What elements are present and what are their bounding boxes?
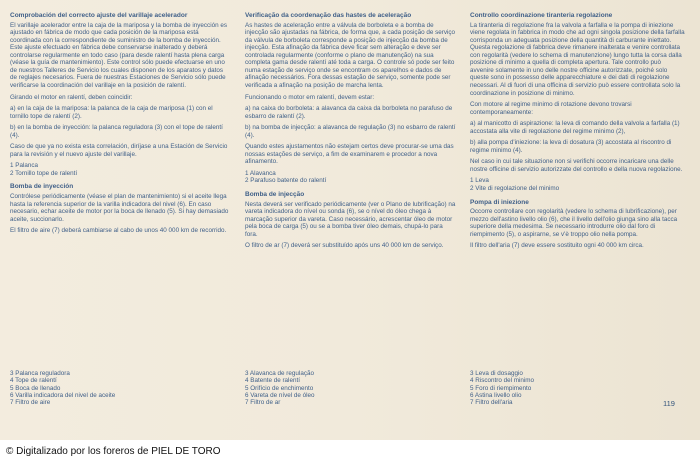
- paragraph: Girando el motor en ralentí, deben coincidir:: [10, 93, 133, 101]
- legend-item: 6 Vareta de nível de óleo: [245, 391, 315, 399]
- column-italian: [470, 12, 685, 254]
- legend-item: 4 Riscontro del minimo: [470, 377, 535, 385]
- paragraph: El filtro de aire (7) deberá cambiarse al cabo de unos 40 000 km de recorrido.: [10, 227, 227, 235]
- legend-item: 1 Alavanca: [245, 169, 276, 177]
- legend-item: 2 Parafuso batente do ralentí: [245, 177, 327, 185]
- section-heading: Pompa di iniezione: [470, 198, 529, 206]
- section-heading: Comprobación del correcto ajuste del varillaje acelerador: [10, 12, 188, 19]
- page-number: 119: [663, 399, 675, 408]
- section-heading: Bomba de inyección: [10, 183, 74, 191]
- legend-item: 7 Filtro dell'aria: [470, 399, 513, 407]
- footer-credit: © Digitalizado por los foreros de PIEL DE TORO: [0, 440, 700, 463]
- legend-item: 3 Palanca reguladora: [10, 370, 70, 377]
- legend-list-italian: [470, 370, 534, 406]
- legend-item: 2 Tornillo tope de ralentí: [10, 169, 78, 177]
- legend-item: 4 Tope de ralentí: [10, 377, 57, 385]
- paragraph: b) alla pompa d'iniezione: la leva di dosatura (3) accostata al riscontro di regime minimo (4).: [470, 139, 672, 154]
- paragraph: a) en la caja de la mariposa: la palanca de la caja de mariposa (1) con el tornillo tope de ralentí (2).: [10, 105, 213, 120]
- paragraph: El varillaje acelerador entre la caja de la mariposa y la bomba de inyección es ajustado en fábrica de modo que cada posición de la mariposa está coordinada con la correspondiente de suministro de la bomba de inyección. Este ajuste efectuado en fábrica debe conservarse inalterado y deberá controlarse regularmente en todo caso (para desde ralentí hasta plena carga (véase la guía de mantenimiento). Este control sólo puede efectuarse en uno de nuestros Talleres de Servicio los cuales disponen de los aparatos y datos de reglajes necesarios. Fuera de nuestras Estaciones de Servicio sólo puede verificarse la coordinación del varillaje en la posición de ralentí.: [10, 21, 228, 89]
- paragraph: O filtro de ar (7) deverá ser substituído após uns 40 000 km de serviço.: [245, 242, 444, 250]
- legend-item: 3 Leva di dosaggio: [470, 370, 523, 377]
- paragraph: a) na caixa do borboleta: a alavanca da caixa da borboleta no parafuso de esbarro de ralentí (2).: [245, 105, 453, 120]
- paragraph: Nesta deverá ser verificado periódicamente (ver o Plano de lubrificação) na vareta indicadora do nível ou sonda (6), se o nível do óleo chega à marcação superior da vareta. Caso necessário, acrescentar óleo de motor pela boca de carga (5) ou se a bomba tiver óleo demais, chupá-lo para fora.: [245, 200, 456, 238]
- legend-item: 6 Astina livello olio: [470, 391, 522, 399]
- legend-list-spanish: [10, 370, 115, 406]
- legend-item: 2 Vite di regolazione del minimo: [470, 184, 560, 192]
- legend-item: 6 Varilla indicadora del nivel de aceite: [10, 391, 116, 399]
- section-heading: Verificação da coordenação das hastes de aceleração: [245, 12, 412, 19]
- paragraph: b) na bomba de injecção: a alavanca de regulação (3) no esbarro de ralentí (4).: [245, 124, 456, 139]
- legend-item: 1 Leva: [470, 177, 489, 185]
- paragraph: Nel caso in cui tale situazione non si verifichi occorre incaricare una delle nostre officine di servizio autorizzate del controllo e della nuova regolazione.: [470, 158, 683, 173]
- paragraph: La tiranteria di regolazione fra la valvola a farfalla e la pompa di iniezione viene regolata in fabbrica in modo che ad ogni singola posizione della farfalla corrisponda un adeguata posizione della quantità di carburante iniettato. Questa regolazione di fabbrica deve rimanere inalterata e venire controllata con regolarità (vedere lo schema di manutenzione) lungo tutta la corsa dalla posizione di minimo a quella di completa apertura. Tale controllo può avvenire solamente in uno delle nostre officine autorizzate, poiché solo queste sono in possesso delle apparecchiature e dei dati di regolazione necessari. Al di fuori di una officina di servizio può essere controllata solo la coordinazione in posizione di minimo.: [470, 21, 685, 97]
- legend-item: 7 Filtro de aire: [10, 399, 51, 407]
- paragraph: Contrólese periódicamente (véase el plan de mantenimiento) si el aceite llega hasta la referencia superior de la varilla indicadora del nivel (6). En caso necesario, echar aceite de motor por la boca de llenado (5). Si hay demasiado aceite, succionarlo.: [10, 193, 229, 223]
- paragraph: Caso de que ya no exista esta correlación, diríjase a una Estación de Servicio para la revisión y el nuevo ajuste del varillaje.: [10, 143, 228, 158]
- paragraph: Quando estes ajustamentos não estejam certos deve procurar-se uma das nossas estações de serviço, a fim de examinarem e procedor a nova afinamento.: [245, 143, 454, 166]
- legend-item: 1 Palanca: [10, 162, 39, 170]
- legend-list-portuguese: [245, 370, 315, 406]
- legend-item: 3 Alavanca de regulação: [245, 370, 314, 377]
- section-heading: Bomba de injecção: [245, 190, 305, 198]
- column-portuguese: [245, 12, 457, 254]
- legend-item: 5 Foro di riempimento: [470, 384, 532, 392]
- legend-item: 7 Filtro de ar: [245, 399, 281, 407]
- paragraph: Con motore al regime minimo di rotazione devono trovarsi contemporaneamente:: [470, 101, 632, 116]
- paragraph: Il filtro dell'aria (7) deve essere sostituito ogni 40 000 km circa.: [470, 242, 644, 250]
- paragraph: a) al manicotto di aspirazione: la leva di comando della valvola a farfalla (1) accostata alla vite di regolazione del regime minimo (2),: [470, 120, 680, 135]
- paragraph: b) en la bomba de inyección: la palanca reguladora (3) con el tope de ralentí (4).: [10, 124, 223, 139]
- legend-item: 4 Batente de ralentí: [245, 377, 300, 385]
- column-spanish: [10, 12, 230, 239]
- paragraph: Occorre controllare con regolarità (vedere lo schema di lubrificazione), per mezzo dell'astino livello olio (6), che il livello dell'olio giunga sino alla tacca superiore della medesima. Se necessario introdurre olio dal foro di riempimento (5), o aspirarne, se v'è troppo olio nella pompa.: [470, 208, 678, 238]
- legend-item: 5 Boca de llenado: [10, 384, 61, 392]
- section-heading: Controllo coordinazione tiranteria regolazione: [470, 12, 613, 19]
- paragraph: As hastes de aceleração entre a válvula de borboleta e a bomba de injecção são ajustadas na fábrica, de forma que, a cada posição de serviço da válvula de borboleta corresponde a posição de injecção da bomba de injecção. Esta afinação da fábrica deve ficar sem alteração e deve ser controlada regularmente (conforme o plano de manutenção) na sua completa gama desde ralentí até toda a carga. O controle só pode ser feito numa estação de serviço onde se encontram os aparelhos e dados de afinação necessários. Fora dessas estação de serviço, somente pode ser verificada a afinação na posição de marcha lenta.: [245, 21, 456, 89]
- paragraph: Funcionando o motor em ralentí, devem estar:: [245, 93, 375, 101]
- legend-item: 5 Orifício de enchimento: [245, 384, 314, 392]
